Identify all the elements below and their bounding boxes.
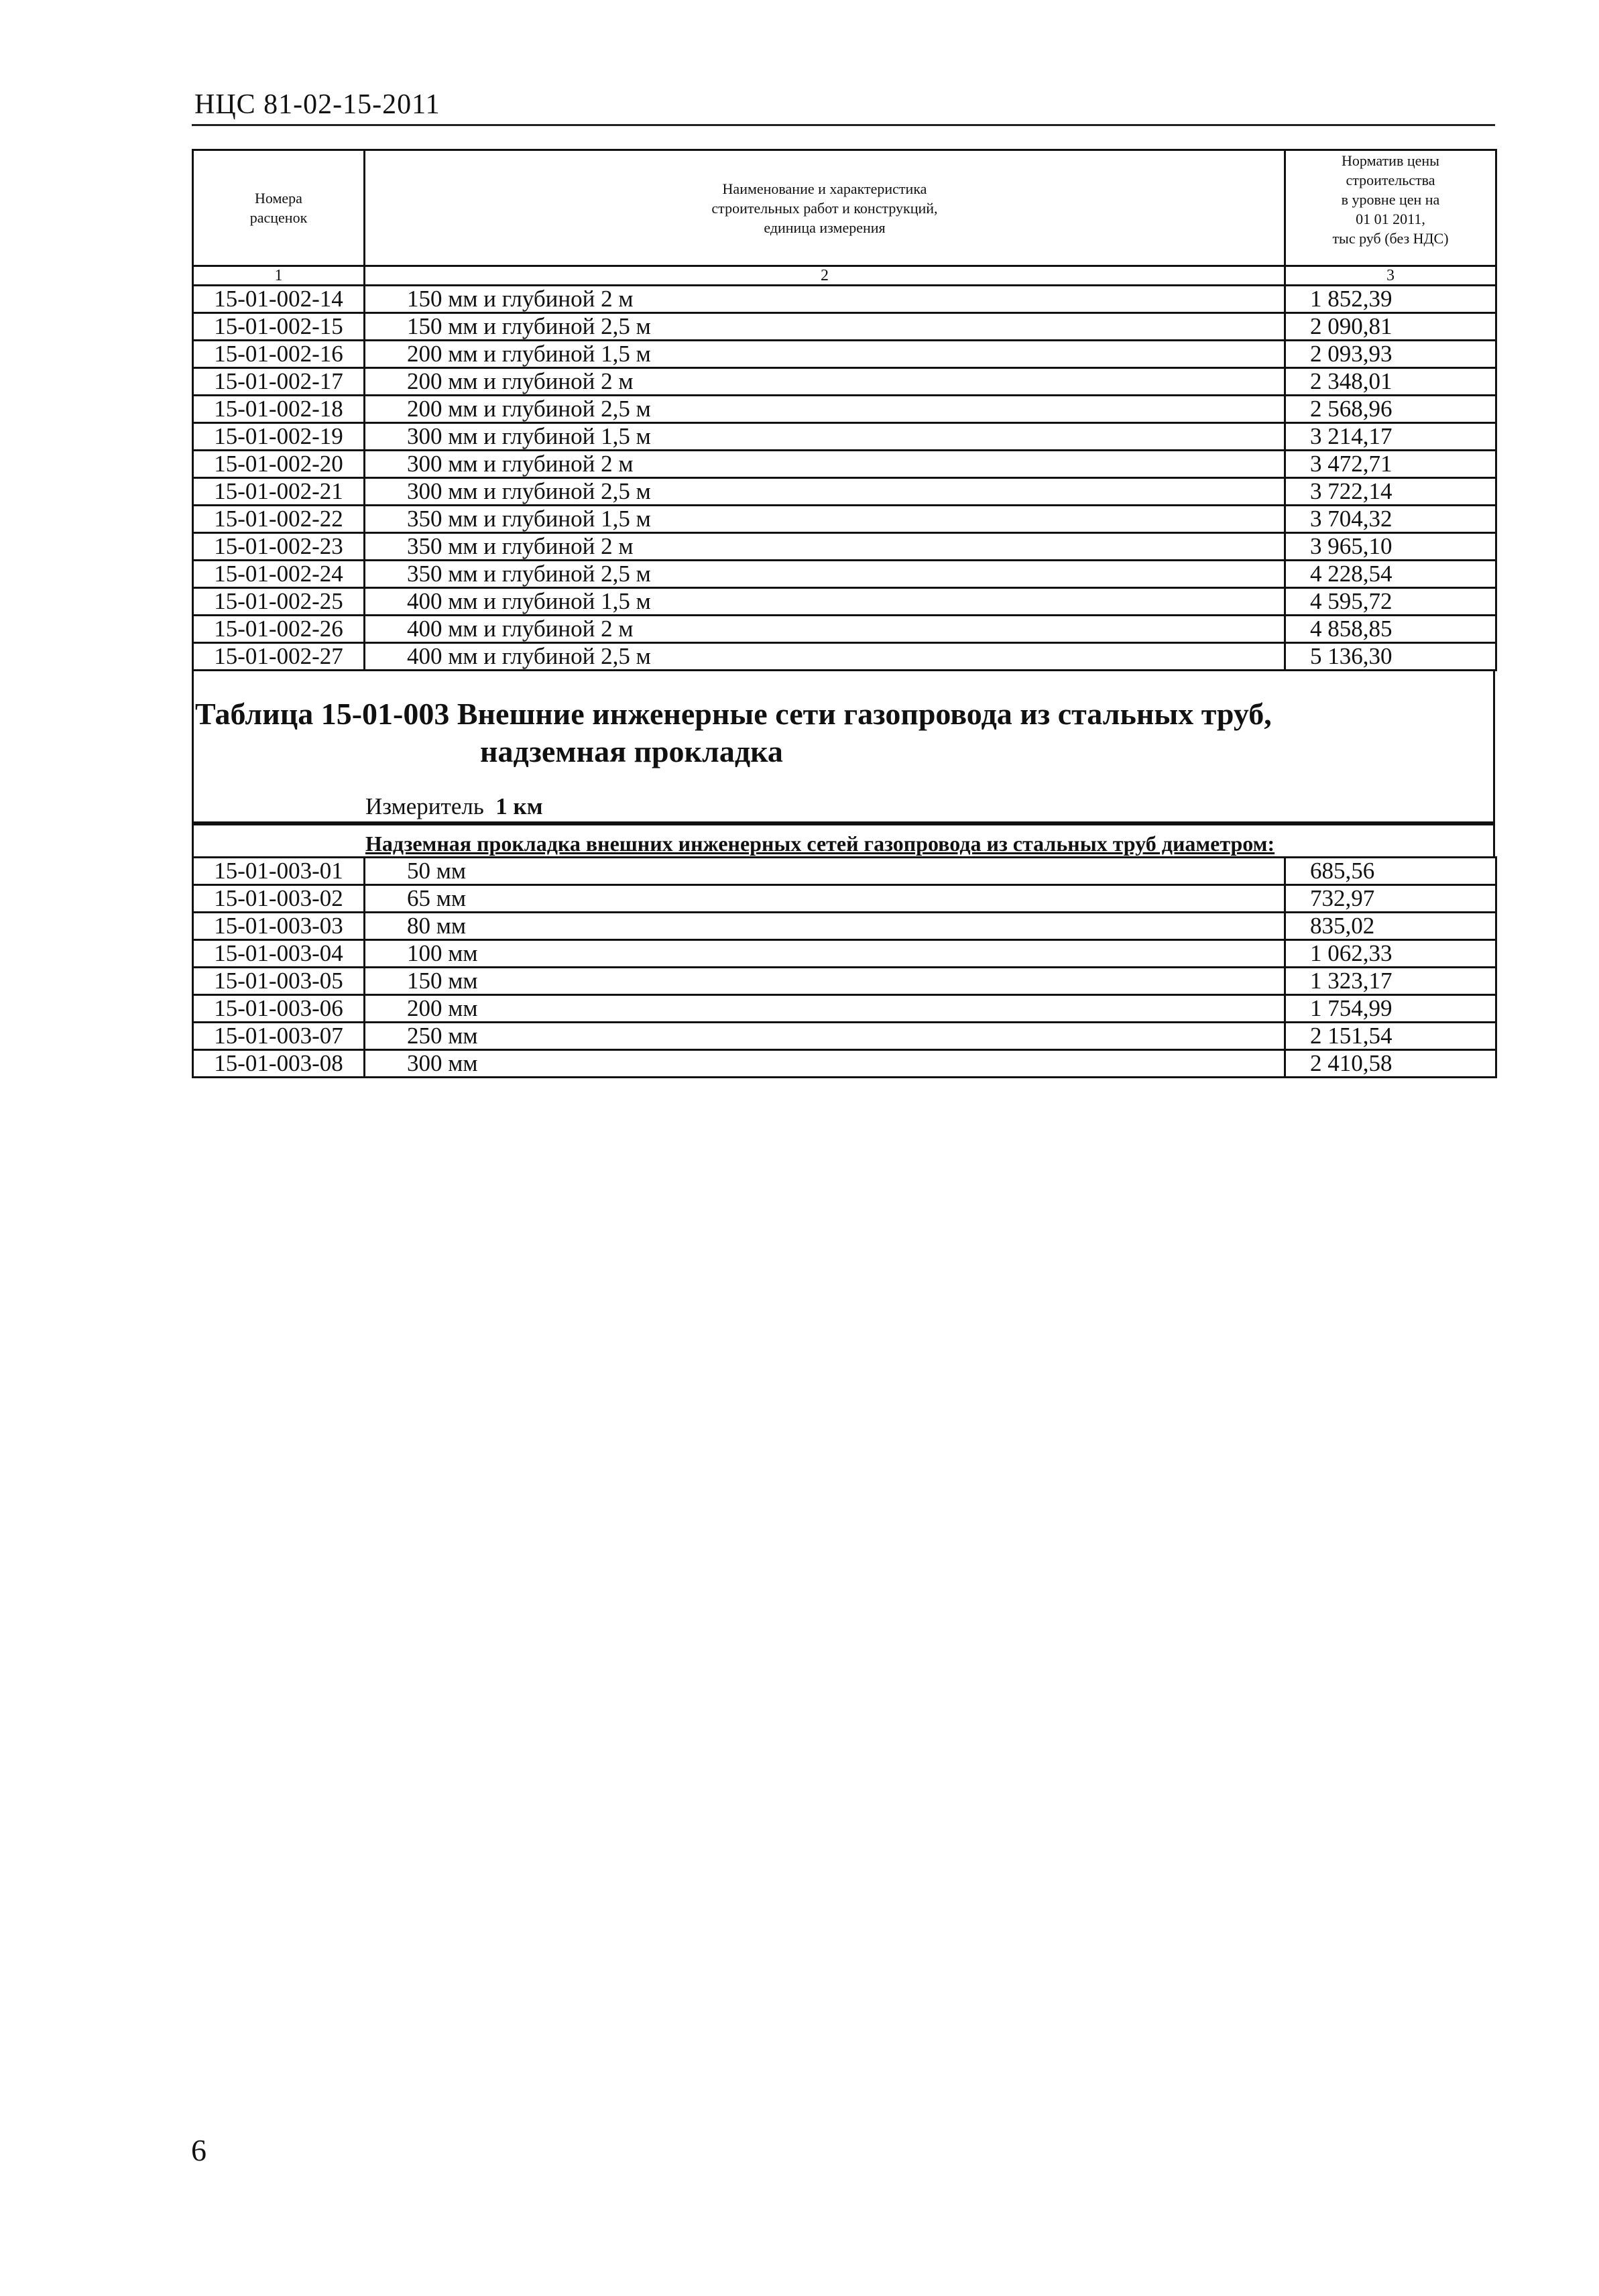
rate-code: 15-01-003-04 [193, 940, 365, 968]
table-title: Таблица 15-01-003 Внешние инженерные сети газопровода из стальных труб, надземная прокладка [195, 697, 1272, 768]
table-row [193, 616, 1496, 643]
price-value: 685,56 [1285, 858, 1496, 885]
work-description: 400 мм и глубиной 2 м [365, 616, 1285, 643]
table-row [193, 313, 1496, 341]
price-table-15-01-003 [192, 856, 1497, 1078]
price-value: 1 323,17 [1285, 968, 1496, 995]
work-description: 300 мм и глубиной 2,5 м [365, 478, 1285, 506]
rate-code: 15-01-002-23 [193, 533, 365, 561]
price-value: 2 410,58 [1285, 1050, 1496, 1078]
price-value: 835,02 [1285, 913, 1496, 940]
price-value: 2 093,93 [1285, 341, 1496, 368]
table-row [193, 286, 1496, 313]
rate-code: 15-01-002-22 [193, 506, 365, 533]
rate-code: 15-01-002-21 [193, 478, 365, 506]
rate-code: 15-01-002-18 [193, 396, 365, 423]
work-description: 350 мм и глубиной 2,5 м [365, 561, 1285, 588]
rate-code: 15-01-002-24 [193, 561, 365, 588]
table-row [193, 940, 1496, 968]
price-value: 3 965,10 [1285, 533, 1496, 561]
table-row [193, 423, 1496, 451]
work-description: 100 мм [365, 940, 1285, 968]
work-description: 350 мм и глубиной 2 м [365, 533, 1285, 561]
column-header-codes: Номера расценок [193, 150, 365, 266]
column-number: 2 [365, 266, 1285, 286]
price-value: 2 090,81 [1285, 313, 1496, 341]
table-row [193, 858, 1496, 885]
page-number: 6 [191, 2133, 206, 2167]
work-description: 80 мм [365, 913, 1285, 940]
price-value: 4 595,72 [1285, 588, 1496, 616]
table-row [193, 506, 1496, 533]
document-code: НЦС 81-02-15-2011 [194, 89, 440, 120]
rate-code: 15-01-002-20 [193, 451, 365, 478]
rate-code: 15-01-003-05 [193, 968, 365, 995]
work-description: 50 мм [365, 858, 1285, 885]
work-description: 250 мм [365, 1023, 1285, 1050]
rate-code: 15-01-002-19 [193, 423, 365, 451]
column-number: 3 [1285, 266, 1496, 286]
work-description: 65 мм [365, 885, 1285, 913]
rate-code: 15-01-002-26 [193, 616, 365, 643]
price-table-15-01-002 [192, 149, 1497, 671]
measure-unit: Измеритель 1 км [365, 793, 543, 819]
table-row [193, 561, 1496, 588]
price-value: 1 754,99 [1285, 995, 1496, 1023]
price-value: 2 568,96 [1285, 396, 1496, 423]
rate-code: 15-01-003-08 [193, 1050, 365, 1078]
work-description: 150 мм и глубиной 2,5 м [365, 313, 1285, 341]
table-row [193, 588, 1496, 616]
price-value: 3 722,14 [1285, 478, 1496, 506]
section-subheading: Надземная прокладка внешних инженерных сетей газопровода из стальных труб диаметром: [192, 823, 1495, 858]
column-header-price: Норматив цены строительства в уровне цен на 01 01 2011, тыс руб (без НДС) [1285, 150, 1496, 266]
work-description: 200 мм и глубиной 1,5 м [365, 341, 1285, 368]
table-row [193, 451, 1496, 478]
price-value: 4 228,54 [1285, 561, 1496, 588]
work-description: 400 мм и глубиной 2,5 м [365, 643, 1285, 671]
column-number: 1 [193, 266, 365, 286]
rate-code: 15-01-002-16 [193, 341, 365, 368]
table-row [193, 478, 1496, 506]
table-row [193, 396, 1496, 423]
price-value: 732,97 [1285, 885, 1496, 913]
table-row [193, 913, 1496, 940]
work-description: 150 мм [365, 968, 1285, 995]
price-value: 3 214,17 [1285, 423, 1496, 451]
price-value: 2 348,01 [1285, 368, 1496, 396]
price-value: 4 858,85 [1285, 616, 1496, 643]
price-value: 3 704,32 [1285, 506, 1496, 533]
table-row [193, 968, 1496, 995]
price-value: 5 136,30 [1285, 643, 1496, 671]
work-description: 400 мм и глубиной 1,5 м [365, 588, 1285, 616]
table-row [193, 1023, 1496, 1050]
rate-code: 15-01-002-25 [193, 588, 365, 616]
rate-code: 15-01-002-14 [193, 286, 365, 313]
rate-code: 15-01-003-01 [193, 858, 365, 885]
table-row [193, 885, 1496, 913]
work-description: 200 мм [365, 995, 1285, 1023]
price-value: 2 151,54 [1285, 1023, 1496, 1050]
rate-code: 15-01-002-17 [193, 368, 365, 396]
rate-code: 15-01-002-15 [193, 313, 365, 341]
rate-code: 15-01-003-06 [193, 995, 365, 1023]
price-value: 1 062,33 [1285, 940, 1496, 968]
rate-code: 15-01-002-27 [193, 643, 365, 671]
rate-code: 15-01-003-07 [193, 1023, 365, 1050]
table-row [193, 1050, 1496, 1078]
work-description: 150 мм и глубиной 2 м [365, 286, 1285, 313]
work-description: 300 мм [365, 1050, 1285, 1078]
work-description: 350 мм и глубиной 1,5 м [365, 506, 1285, 533]
table-row [193, 643, 1496, 671]
table-row [193, 995, 1496, 1023]
work-description: 300 мм и глубиной 1,5 м [365, 423, 1285, 451]
rate-code: 15-01-003-02 [193, 885, 365, 913]
rate-code: 15-01-003-03 [193, 913, 365, 940]
column-header-description: Наименование и характеристика строительных работ и конструкций, единица измерения [365, 150, 1285, 266]
price-value: 1 852,39 [1285, 286, 1496, 313]
work-description: 200 мм и глубиной 2 м [365, 368, 1285, 396]
table-row [193, 368, 1496, 396]
price-sheet [192, 149, 1495, 1078]
table-row [193, 341, 1496, 368]
table-title-block [192, 671, 1495, 823]
header-rule [192, 124, 1495, 126]
work-description: 300 мм и глубиной 2 м [365, 451, 1285, 478]
price-value: 3 472,71 [1285, 451, 1496, 478]
table-row [193, 533, 1496, 561]
work-description: 200 мм и глубиной 2,5 м [365, 396, 1285, 423]
